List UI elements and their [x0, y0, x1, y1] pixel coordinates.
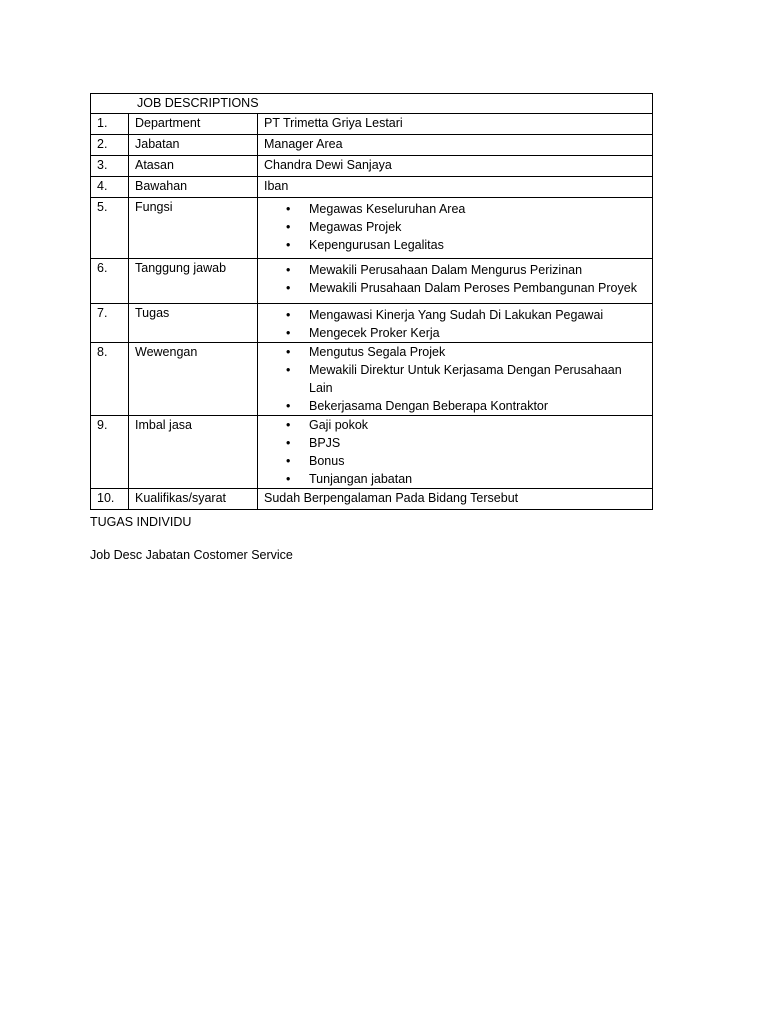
list-item-text: Tunjangan jabatan [309, 472, 413, 486]
list-item-text: Megawas Keseluruhan Area [309, 202, 466, 216]
row-value: Chandra Dewi Sanjaya [258, 156, 653, 177]
section-subheading: Job Desc Jabatan Costomer Service [90, 548, 293, 562]
bullet-icon: • [286, 308, 291, 322]
bullet-icon: • [286, 454, 291, 468]
list-item-text: Mengecek Proker Kerja [309, 326, 440, 340]
job-description-table [90, 93, 653, 510]
row-number: 1. [91, 114, 129, 135]
list-item [264, 397, 646, 415]
table-title-row [91, 94, 653, 114]
row-number: 5. [91, 198, 129, 259]
list-item [264, 416, 646, 434]
bullet-list [264, 261, 646, 297]
row-value [258, 304, 653, 343]
bullet-list [264, 306, 646, 342]
table-row [91, 343, 653, 416]
row-value: Iban [258, 177, 653, 198]
list-item [264, 236, 646, 254]
row-field: Kualifikas/syarat [129, 489, 258, 510]
table-row [91, 135, 653, 156]
table-row [91, 304, 653, 343]
table-row [91, 156, 653, 177]
bullet-list [264, 200, 646, 254]
list-item-text: Bekerjasama Dengan Beberapa Kontraktor [309, 399, 549, 413]
row-number: 9. [91, 416, 129, 489]
row-number: 6. [91, 259, 129, 304]
list-item [264, 452, 646, 470]
table-row [91, 177, 653, 198]
list-item-text: Mengawasi Kinerja Yang Sudah Di Lakukan Pegawai [309, 308, 604, 322]
bullet-icon: • [286, 238, 291, 252]
list-item [264, 306, 646, 324]
row-value: Sudah Berpengalaman Pada Bidang Tersebut [258, 489, 653, 510]
row-field: Tugas [129, 304, 258, 343]
bullet-icon: • [286, 399, 291, 413]
bullet-icon: • [286, 472, 291, 486]
list-item [264, 434, 646, 452]
list-item-text: Mewakili Prusahaan Dalam Peroses Pembangunan Proyek [309, 281, 637, 295]
row-field: Imbal jasa [129, 416, 258, 489]
section-heading: TUGAS INDIVIDU [90, 515, 192, 529]
list-item [264, 361, 646, 397]
bullet-icon: • [286, 363, 291, 377]
list-item-text: Mewakili Perusahaan Dalam Mengurus Perizinan [309, 263, 583, 277]
row-field: Department [129, 114, 258, 135]
table-row [91, 114, 653, 135]
list-item [264, 470, 646, 488]
row-value [258, 416, 653, 489]
bullet-icon: • [286, 418, 291, 432]
row-number: 8. [91, 343, 129, 416]
list-item [264, 200, 646, 218]
row-number: 3. [91, 156, 129, 177]
bullet-list [264, 416, 646, 488]
bullet-icon: • [286, 202, 291, 216]
list-item-text: Mewakili Direktur Untuk Kerjasama Dengan Perusahaan Lain [309, 363, 622, 395]
bullet-list [264, 343, 646, 415]
list-item-text: BPJS [309, 436, 341, 450]
table-row [91, 259, 653, 304]
row-field: Fungsi [129, 198, 258, 259]
bullet-icon: • [286, 263, 291, 277]
bullet-icon: • [286, 281, 291, 295]
table-row [91, 416, 653, 489]
list-item-text: Bonus [309, 454, 345, 468]
row-field: Tanggung jawab [129, 259, 258, 304]
table-title: JOB DESCRIPTIONS [91, 94, 653, 114]
list-item-text: Kepengurusan Legalitas [309, 238, 444, 252]
row-number: 7. [91, 304, 129, 343]
bullet-icon: • [286, 436, 291, 450]
table-row [91, 489, 653, 510]
row-value [258, 343, 653, 416]
row-value: Manager Area [258, 135, 653, 156]
list-item-text: Megawas Projek [309, 220, 402, 234]
row-field: Atasan [129, 156, 258, 177]
row-field: Bawahan [129, 177, 258, 198]
row-number: 10. [91, 489, 129, 510]
row-value: PT Trimetta Griya Lestari [258, 114, 653, 135]
list-item [264, 261, 646, 279]
bullet-icon: • [286, 345, 291, 359]
list-item-text: Mengutus Segala Projek [309, 345, 446, 359]
list-item [264, 343, 646, 361]
row-number: 4. [91, 177, 129, 198]
list-item-text: Gaji pokok [309, 418, 369, 432]
bullet-icon: • [286, 326, 291, 340]
list-item [264, 279, 646, 297]
row-value [258, 198, 653, 259]
row-value [258, 259, 653, 304]
bullet-icon: • [286, 220, 291, 234]
list-item [264, 218, 646, 236]
list-item [264, 324, 646, 342]
row-field: Jabatan [129, 135, 258, 156]
row-field: Wewengan [129, 343, 258, 416]
row-number: 2. [91, 135, 129, 156]
table-row [91, 198, 653, 259]
